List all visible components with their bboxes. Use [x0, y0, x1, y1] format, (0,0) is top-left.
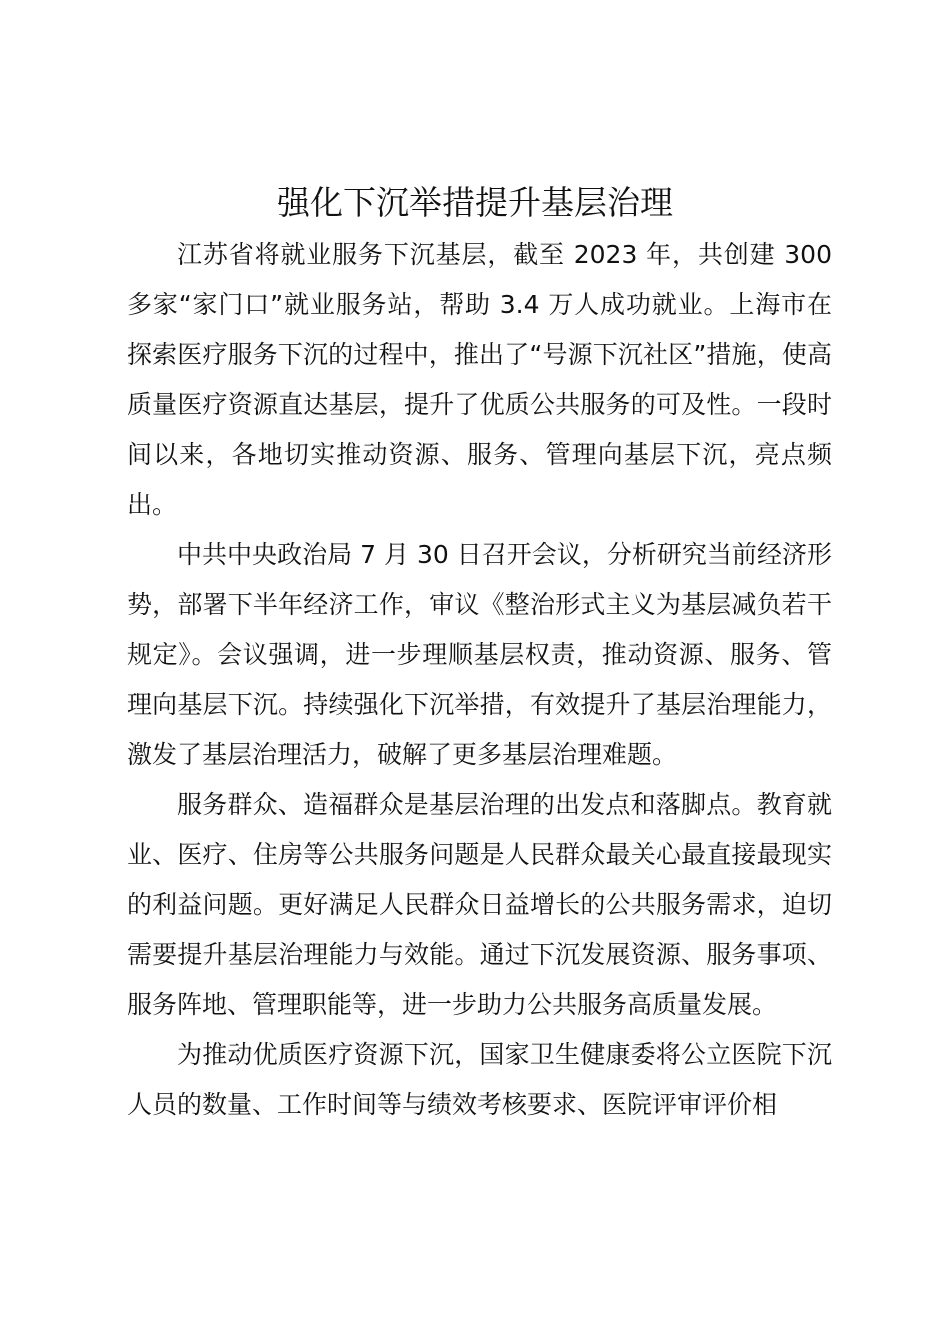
paragraph-3: 服务群众、造福群众是基层治理的出发点和落脚点。教育就业、医疗、住房等公共服务问题是人民群众最关心最直接最现实的利益问题。更好满足人民群众日益增长的公共服务需求，迫切需要提升基层治理能力与效能。通过下沉发展资源、服务事项、服务阵地、管理职能等，进一步助力公共服务高质量发展。	[127, 790, 832, 1019]
document-title: 强化下沉举措提升基层治理	[277, 183, 673, 222]
paragraph-2: 中共中央政治局 7 月 30 日召开会议，分析研究当前经济形势，部署下半年经济工作，审议《整治形式主义为基层减负若干规定》。会议强调，进一步理顺基层权责，推动资源、服务、管理向基层下沉。持续强化下沉举措，有效提升了基层治理能力，激发了基层治理活力，破解了更多基层治理难题。	[127, 540, 832, 769]
document-body	[127, 230, 832, 1130]
paragraph-4: 为推动优质医疗资源下沉，国家卫生健康委将公立医院下沉人员的数量、工作时间等与绩效考核要求、医院评审评价相	[127, 1040, 832, 1119]
paragraph-1: 江苏省将就业服务下沉基层，截至 2023 年，共创建 300 多家“家门口”就业服务站，帮助 3.4 万人成功就业。上海市在探索医疗服务下沉的过程中，推出了“号源下沉社区”措施，使高质量医疗资源直达基层，提升了优质公共服务的可及性。一段时间以来，各地切实推动资源、服务、管理向基层下沉，亮点频出。	[127, 240, 832, 519]
